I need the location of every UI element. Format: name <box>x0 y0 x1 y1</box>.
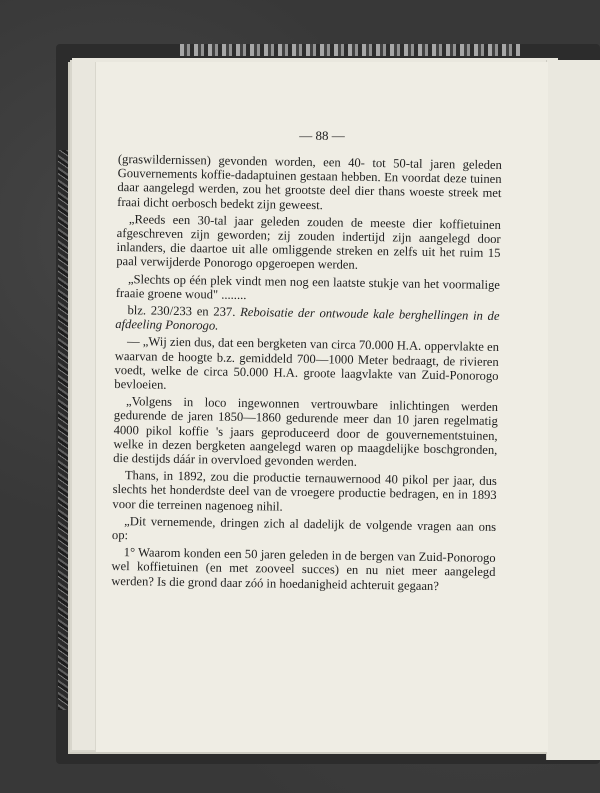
page-number: — 88 — <box>299 128 345 143</box>
paragraph: „Volgens in loco ingewonnen vertrouwbare inlichtingen werden gedurende de jaren 1850—1860 gedurende meer dan 10 jaren regelmatig 4000 pikol koffie 's jaars geproduceerd door de gouvernementstuinen, welke in dezen bergketen aangelegd waren op maagdelijke boschgronden, die destijds dáár in overvloed gevonden werden. <box>113 394 499 469</box>
paragraph: „Dit vernemende, dringen zich al dadelijk de volgende vragen aan ons op: <box>111 514 497 543</box>
paragraph: „Reeds een 30-tal jaar geleden zouden de meeste dier koffietuinen afgeschreven zijn geworden; zij zouden indertijd zijn aangelegd door inlanders, die daartoe uit alle omliggende streken en zelfs uit het ruim 15 paal verwijderde Ponorogo opgeroepen werden. <box>116 211 502 273</box>
page-text <box>111 152 502 597</box>
paragraph: Thans, in 1892, zou die productie ternauwernood 40 pikol per jaar, dus slechts het honderdste deel van de vroegere productie bedragen, en in 1893 voor die terreinen nagenoeg nihil. <box>112 468 497 514</box>
facing-page-edge <box>546 60 600 760</box>
citation-prefix: blz. 230/233 en 237. <box>127 303 236 319</box>
paragraph: — „Wij zien dus, dat een bergketen van circa 70.000 H.A. oppervlakte en waarvan de hoogte b.z. gemiddeld 700—1000 Meter bedraagt, de rivieren voedt, welke de circa 50.000 H.A. groote laagvlakte van Zuid-Ponorogo bevloeien. <box>114 334 500 392</box>
citation-title: Reboisatie der ontwoude kale berghellingen in de afdeeling Ponorogo. <box>115 304 500 333</box>
paragraph: (graswildernissen) gevonden worden, een 40- tot 50-tal jaren geleden Gouvernements koffie-dadaptuinen gestaan hebben. En voordat deze tuinen daar aangelegd werden, zou het grootste deel dier thans woeste streek met fraai dicht oerbosch bedekt zijn geweest. <box>117 152 502 212</box>
book-spine-edge <box>180 44 520 56</box>
paragraph: 1° Waarom konden een 50 jaren geleden in de bergen van Zuid-Ponorogo wel koffietuinen (en met zooveel succes) en nu niet meer aangelegd werden? Is die grond daar zóó in hoedanigheid achteruit gegaan? <box>111 545 496 593</box>
paragraph: „Slechts op één plek vindt men nog een laatste stukje van het voormalige fraaie groene woud" ........ <box>115 271 501 302</box>
citation-paragraph <box>115 303 499 337</box>
